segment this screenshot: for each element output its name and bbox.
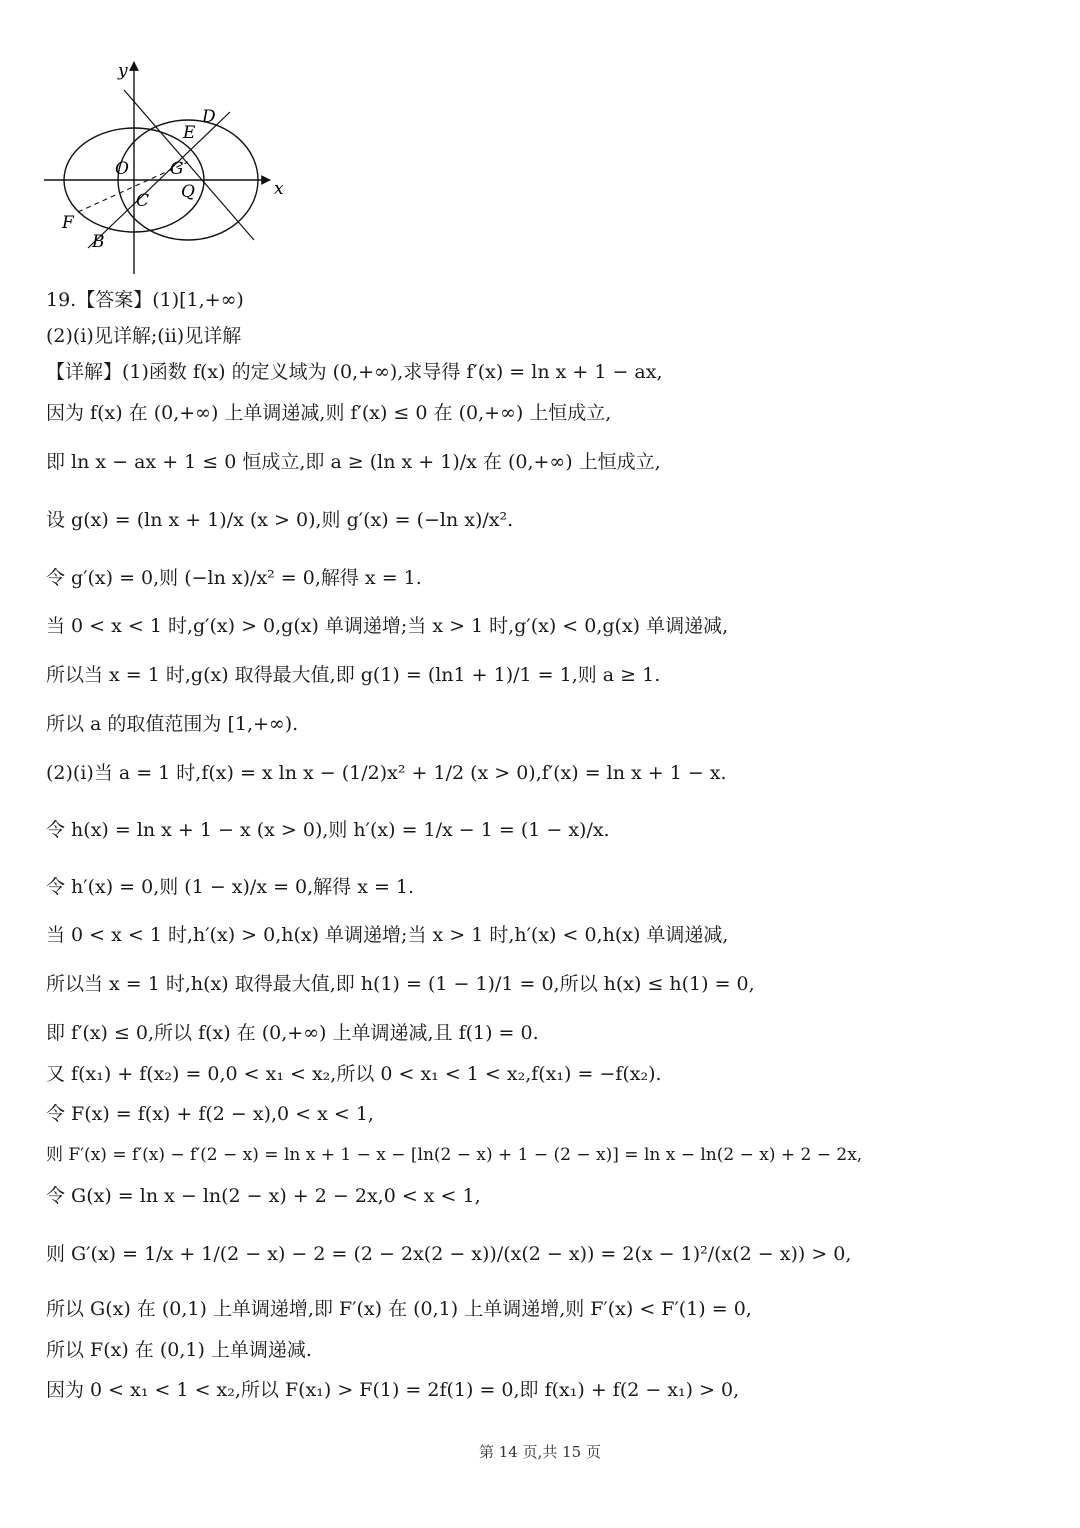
label-C: C [136, 191, 150, 211]
solution-line-8: 当 0 < x < 1 时,g′(x) > 0,g(x) 单调递增;当 x > 1 时,g′(x) < 0,g(x) 单调递减, [46, 615, 729, 637]
solution-line-7: 令 g′(x) = 0,则 (−ln x)/x² = 0,解得 x = 1. [46, 567, 422, 589]
answer-line-2: (2)(i)见详解;(ii)见详解 [46, 325, 242, 347]
solution-line-15: 所以当 x = 1 时,h(x) 取得最大值,即 h(1) = (1 − 1)/1 = 0,所以 h(x) ≤ h(1) = 0, [46, 973, 755, 995]
label-G: G [170, 159, 184, 179]
solution-line-16: 即 f′(x) ≤ 0,所以 f(x) 在 (0,+∞) 上单调递减,且 f(1) = 0. [46, 1022, 539, 1044]
solution-line-22: 所以 G(x) 在 (0,1) 上单调递增,即 F′(x) 在 (0,1) 上单调递增,则 F′(x) < F′(1) = 0, [46, 1298, 752, 1320]
answer-line-1: 19.【答案】(1)[1,+∞) [46, 289, 244, 311]
solution-line-10: 所以 a 的取值范围为 [1,+∞). [46, 713, 299, 735]
solution-line-9: 所以当 x = 1 时,g(x) 取得最大值,即 g(1) = (ln1 + 1)/1 = 1,则 a ≥ 1. [46, 664, 661, 686]
label-B: B [92, 232, 105, 252]
solution-line-17: 又 f(x₁) + f(x₂) = 0,0 < x₁ < x₂,所以 0 < x₁ < 1 < x₂,f(x₁) = −f(x₂). [46, 1063, 662, 1085]
solution-line-13: 令 h′(x) = 0,则 (1 − x)/x = 0,解得 x = 1. [46, 876, 415, 898]
label-F: F [62, 213, 74, 233]
solution-line-6: 设 g(x) = (ln x + 1)/x (x > 0),则 g′(x) = (−ln x)/x². [46, 509, 514, 531]
label-E: E [183, 123, 196, 143]
solution-line-20: 令 G(x) = ln x − ln(2 − x) + 2 − 2x,0 < x < 1, [46, 1185, 481, 1207]
label-y: y [118, 61, 128, 81]
solution-line-19: 则 F′(x) = f′(x) − f′(2 − x) = ln x + 1 − x − [ln(2 − x) + 1 − (2 − x)] = ln x − ln(2 − x) + 2 − 2x, [46, 1145, 863, 1165]
page-footer: 第 14 页,共 15 页 [478, 1443, 601, 1461]
solution-line-3: 【详解】(1)函数 f(x) 的定义域为 (0,+∞),求导得 f′(x) = ln x + 1 − ax, [46, 361, 663, 383]
label-x: x [274, 179, 284, 199]
solution-line-21: 则 G′(x) = 1/x + 1/(2 − x) − 2 = (2 − 2x(2 − x))/(x(2 − x)) = 2(x − 1)²/(x(2 − x)) > 0, [46, 1243, 852, 1265]
line-through-Q [124, 90, 254, 240]
label-Q: Q [181, 182, 195, 202]
solution-line-5: 即 ln x − ax + 1 ≤ 0 恒成立,即 a ≥ (ln x + 1)/x 在 (0,+∞) 上恒成立, [46, 451, 661, 473]
solution-line-12: 令 h(x) = ln x + 1 − x (x > 0),则 h′(x) = 1/x − 1 = (1 − x)/x. [46, 819, 610, 841]
solution-line-24: 因为 0 < x₁ < 1 < x₂,所以 F(x₁) > F(1) = 2f(1) = 0,即 f(x₁) + f(2 − x₁) > 0, [46, 1379, 740, 1401]
label-D: D [202, 107, 216, 127]
label-O: O [115, 159, 129, 179]
solution-line-11: (2)(i)当 a = 1 时,f(x) = x ln x − (1/2)x² + 1/2 (x > 0),f′(x) = ln x + 1 − x. [46, 762, 727, 784]
solution-line-4: 因为 f(x) 在 (0,+∞) 上单调递减,则 f′(x) ≤ 0 在 (0,+∞) 上恒成立, [46, 402, 612, 424]
solution-line-23: 所以 F(x) 在 (0,1) 上单调递减. [46, 1339, 312, 1361]
solution-line-14: 当 0 < x < 1 时,h′(x) > 0,h(x) 单调递增;当 x > 1 时,h′(x) < 0,h(x) 单调递减, [46, 924, 729, 946]
solution-line-18: 令 F(x) = f(x) + f(2 − x),0 < x < 1, [46, 1103, 374, 1125]
geometry-figure [38, 52, 298, 284]
